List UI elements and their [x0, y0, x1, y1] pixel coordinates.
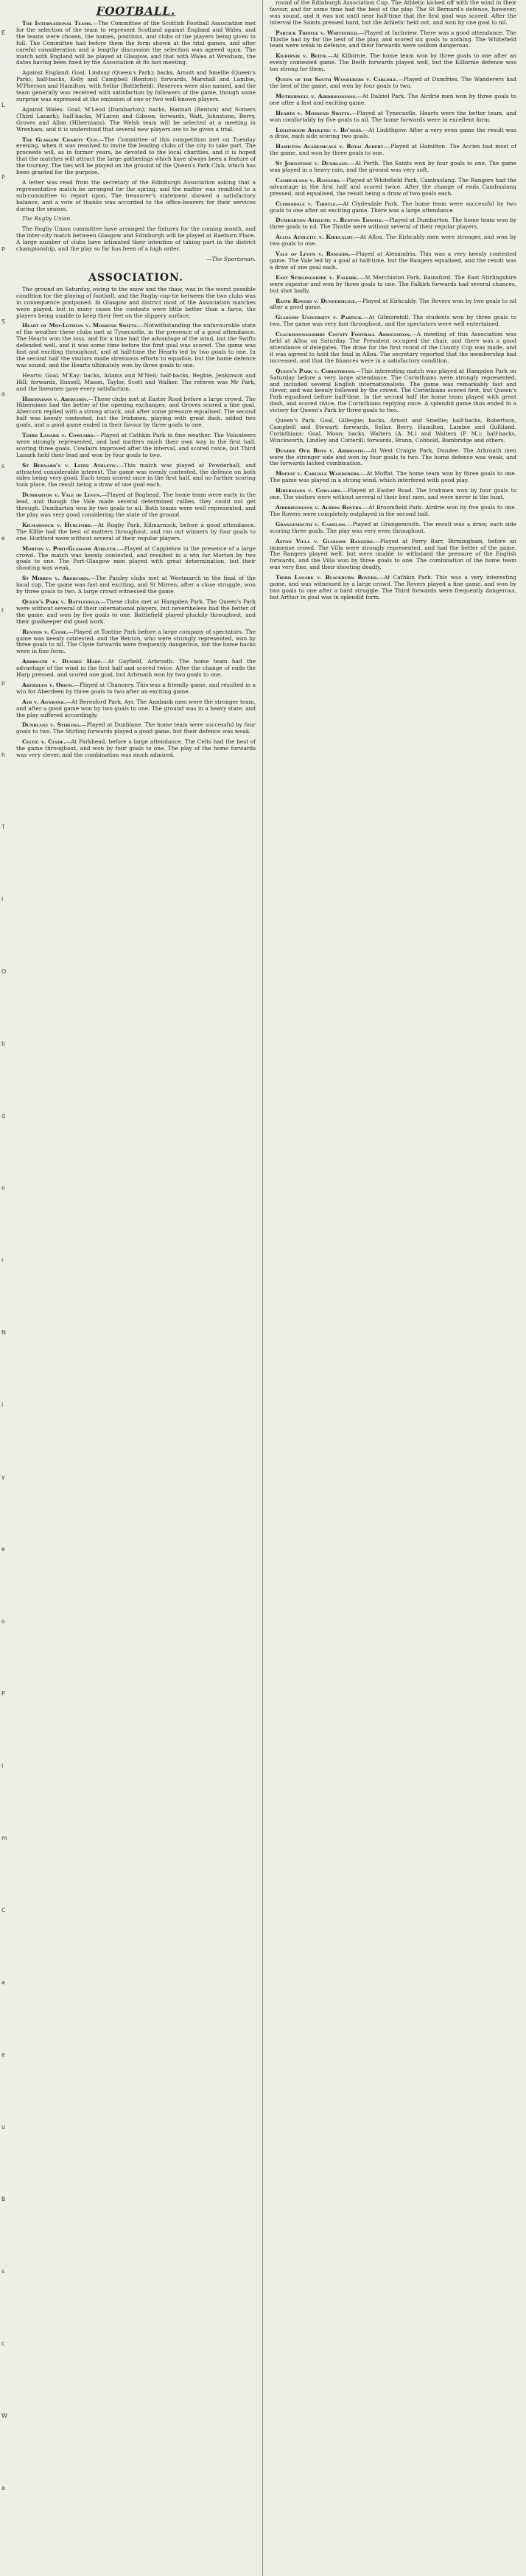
paragraph-lead: St Mirren v. Abercorn. [22, 575, 91, 582]
paragraph-text: Queen's Park: Goal, Gillespie; backs, Arnott and Smellie; half-backs, Robertson, Campbell and Stewart; forwards, Sellar, Berry, Hamilton, Lambie and Gulliland. Corinthians: Goal, Moon; backs, Walters (A. M.) and Walters (P. M.); half-backs, Winckworth, Lindley and Cotterill; forwards, Brann, Cobbold, Bambridge and others. [270, 417, 516, 444]
article-paragraph [270, 315, 516, 328]
article-paragraph [270, 127, 516, 141]
paragraph-lead: Hearts v. Mossend Swifts. [276, 109, 351, 116]
paragraph-text: —At Linlithgow. After a very even game the result was a draw, each side scoring two goals. [270, 126, 516, 140]
paragraph-lead: Third Lanark v. Blackburn Rovers. [276, 574, 379, 581]
article-paragraph [16, 216, 256, 223]
article-paragraph [16, 492, 256, 519]
paragraph-text: —The Committee of the Scottish Football Association met for the selection of the team to represent Scotland against England and Wales, and the teams were chosen, the names, positions, and clubs of the players being given in full. The Committee had before them the form shown at the trial games, and after careful consideration and a lengthy discussion the selection was agreed upon. The match with England will be played at Glasgow, and that with Wales at Wrexham, the dates having been fixed by the Association at its last meeting. [16, 20, 256, 66]
margin-letter: T [1, 824, 5, 830]
article-paragraph [270, 505, 516, 518]
paragraph-lead: Linlithgow Athletic v. Bo'ness. [276, 126, 363, 133]
article-paragraph [16, 373, 256, 393]
paragraph-lead: Hamilton Academicals v. Royal Albert. [276, 143, 385, 150]
article-paragraph [270, 144, 516, 157]
article-paragraph [270, 53, 516, 73]
article-paragraph [16, 396, 256, 430]
paragraph-text: —These clubs met at Hampden Park. The Queen's Park were without several of their international players, but nevertheless had the better of the game, and won by five goals to one. Battlefield played pluckily throughout, and their goalkeeper did good work. [16, 598, 256, 625]
paragraph-text: —Played at Tontine Park before a large company of spectators. The game was keenly contested, and the Renton, who were strongly represented, won by three goals to nil. The Clyde forwards were frequently dangerous, but the home backs were in fine form. [16, 628, 256, 655]
paragraph-text: —Played at Dunblane. The home team were successful by four goals to two. The Stirling forwards played a good game, but their defence was weak. [16, 721, 256, 735]
margin-letter: d [1, 1113, 6, 1119]
paragraph-lead: Motherwell v. Airdrieonians. [276, 92, 357, 99]
paragraph-text: —At Perth. The Saints won by four goals to one. The game was played in a heavy rain, and the ground was very soft. [270, 160, 516, 174]
paragraph-lead: Heart of Mid-Lothian v. Mossend Swifts. [22, 322, 139, 329]
article-paragraph [270, 522, 516, 535]
article-paragraph [270, 539, 516, 572]
article-paragraph [270, 234, 516, 248]
paragraph-lead: Dumbarton v. Vale of Leven. [22, 491, 102, 499]
paragraph-lead: Airdrieonians v. Albion Rovers. [276, 504, 363, 511]
article-paragraph [16, 226, 256, 253]
paragraph-text: —At Kilbirnie. The home team won by three goals to one after an evenly contested game. The Beith forwards played well, but the Kilbirnie defence was too strong for them. [270, 52, 516, 73]
article-paragraph [16, 107, 256, 133]
paragraph-lead: Morton v. Port-Glasgow Athletic. [22, 545, 119, 552]
article-paragraph [270, 217, 516, 231]
paragraph-lead: St Bernard's v. Leith Athletic. [22, 461, 119, 469]
paragraph-lead: Queen of the South Wanderers v. Carlisle. [276, 76, 399, 83]
paragraph-text: —Played at Inchview. There was a good attendance. The Thistle had by far the best of the play, and scored six goals to nothing. The Whitefield team were weak in defence, and their forwards were seldom dangerous. [270, 29, 516, 49]
paragraph-lead: Hibernians v. Abercorn. [22, 395, 88, 402]
margin-letter: y [1, 1474, 5, 1480]
margin-letter: r [1, 1257, 4, 1264]
article-paragraph [16, 70, 256, 103]
article-paragraph [270, 0, 516, 27]
paragraph-text: —Played at Chanonry. This was a friendly game, and resulted in a win for Aberdeen by three goals to two after an exciting game. [16, 681, 256, 695]
margin-letter: S [1, 318, 6, 325]
article-paragraph [270, 77, 516, 90]
paragraph-text: —At Cathkin Park. This was a very interesting game, and was witnessed by a large crowd. The Rovers played a fine game, and won by two goals to one after a hard struggle. The Third forwards were frequently dangerous, but Arthur in goal was in splendid form. [270, 574, 516, 601]
paragraph-text: The Rugby Union committee have arranged the fixtures for the coming month, and the inter-city match between Glasgow and Edinburgh will be played at Raeburn Place. A large number of clubs have intimated their intention of taking part in the district championship, and the play so far has been of a high order. [16, 225, 256, 253]
article-paragraph [16, 323, 256, 368]
paragraph-text: Hearts: Goal, M'Kay; backs, Adams and M'Neil; half-backs, Begbie, Jenkinson and Hill; forwards, Russell, Mason, Taylor, Scott and Walker. The referee was Mr Park, and the linesmen gave every satisfaction. [16, 371, 256, 392]
paragraph-text: Against England: Goal, Lindsay (Queen's Park); backs, Arnott and Smellie (Queen's Park); half-backs, Kelly and Campbell (Renton); forwards, Marshall and Lambie, M'Pherson and Hamilton, with Sellar (Battlefield). Reserves were also named, and the team generally was received with satisfaction by followers of the game, though some surprise was expressed at the omission of one or two well-known players. [16, 69, 256, 102]
paragraph-text: —At Clydesdale Park. The home team were successful by two goals to one after an exciting game. There was a large attendance. [270, 200, 517, 214]
margin-letter: e [1, 1546, 5, 1553]
article-paragraph [16, 739, 256, 759]
article-paragraph [16, 575, 256, 595]
margin-letter: e [1, 535, 5, 542]
paragraph-text: —The Paisley clubs met at Westmarch in the final of the local cup. The game was fast and exciting, and St Mirren, after a close struggle, won by three goals to two. A large crowd witnessed the game. [16, 575, 256, 595]
paragraph-lead: Kilmarnock v. Hurlford. [22, 521, 93, 528]
paragraph-lead: Clackmannanshire County Football Association. [276, 331, 412, 338]
margin-letter: P [1, 246, 5, 253]
article-paragraph [16, 256, 256, 263]
paragraph-text: The ground on Saturday, owing to the snow and the thaw, was in the worst possible condition for the playing of football, and the Rugby cup-tie between the two clubs was in consequence postponed. In Glasgow and district most of the Association matches were played, but in many cases the contests were little better than a farce, the players being unable to keep their feet on the slippery surface. [16, 285, 256, 319]
margin-letter: u [1, 2124, 6, 2130]
paragraph-text: —This match was played at Powderhall, and attracted considerable interest. The game was evenly contested, the defence on both sides being very good. Each team scored once in the first half, and no further scoring took place, the result being a draw of one goal each. [16, 461, 256, 489]
paragraph-text: —A meeting of this Association was held at Alloa on Saturday. The President occupied the chair, and there was a good attendance of delegates. The draw for the first round of the County Cup was made, and it was agreed to hold the final in Alloa. The secretary reported that the membership had increased, and that the finances were in a satisfactory condition. [270, 331, 516, 364]
paragraph-text: The Rugby Union. [22, 215, 72, 223]
margin-letter: m [1, 1835, 7, 1841]
paragraph-text: Against Wales: Goal, M'Leod (Dumbarton); backs, Hannah (Renton) and Somers (Third Lanark); half-backs, M'Laren and Gibson; forwards, Watt, Johnstone, Berry, Groves and Allan (Hibernians). The Welsh team will be selected at a meeting in Wrexham, and it is understood that several new players are to be given a trial. [16, 105, 256, 133]
margin-letter: p [1, 679, 6, 686]
paragraph-lead: Hibernians v. Cowlairs. [276, 487, 343, 494]
paragraph-text: —These clubs met at Easter Road before a large crowd. The Hibernians had the better of the opening exchanges, and Groves scored a fine goal. Abercorn replied with a strong attack, and after some pressure equalised. The second half was keenly contested, but the Irishmen, playing with great dash, added two goals, and a good game ended in their favour by three goals to one. [16, 395, 256, 429]
margin-letter: c [1, 2340, 5, 2347]
paragraph-text: —At Gilmorehill. The students won by three goals to two. The game was very fast throughout, and the spectators were well entertained. [270, 314, 516, 328]
article-paragraph [270, 111, 516, 124]
paragraph-text: —Played at Perry Barr, Birmingham, before an immense crowd. The Villa were strongly represented, and had the better of the game. The Rangers played well, but were unable to withstand the pressure of the English forwards, and the Villa won by three goals to one. The combination of the home team was very fine, and their shooting deadly. [270, 537, 516, 571]
article-paragraph [270, 471, 516, 484]
article-paragraph [270, 368, 516, 414]
paragraph-lead: Cambuslang v. Rangers. [276, 176, 341, 183]
paragraph-text: —Played at Grangemouth. The result was a draw, each side scoring three goals. The play was very even throughout. [270, 520, 516, 534]
article-paragraph [16, 699, 256, 719]
paragraph-text: —Played at Tynecastle. Hearts were the better team, and won comfortably by five goals to nil. The home forwards were in excellent form. [270, 109, 517, 123]
paragraph-lead: Vale of Leven v. Rangers. [276, 251, 351, 258]
margin-letter: I [1, 1763, 4, 1769]
margin-letter: a [1, 391, 5, 397]
paragraph-text: —This interesting match was played at Hampden Park on Saturday before a very large attendance. The Corinthians were strongly represented, and included several English internationalists. The game was remarkably fast and clever, and was keenly followed by the crowd. The Corinthians scored first, but Queen's Park equalised before half-time. In the second half the home team played with great dash, and scored twice, the Corinthians replying once. A splendid game thus ended in a victory for Queen's Park by three goals to two. [270, 367, 516, 414]
paragraph-lead: Queen's Park v. Battlefield. [22, 598, 101, 605]
paragraph-lead: Queen's Park v. Corinthians. [276, 367, 356, 374]
article-paragraph [16, 546, 256, 573]
article-paragraph [16, 137, 256, 176]
paragraph-text: round of the Edinburgh Association Cup. The Athletic kicked off with the wind in their favour, and for some time had the best of the play. The St Bernard's defence, however, was sound, and it was not until near half-time that the first goal was scored. After the interval the Saints pressed hard, but the Athletic held out, and won by one goal to nil. [270, 0, 516, 26]
paragraph-lead: East Stirlingshire v. Falkirk. [276, 273, 360, 281]
paragraph-lead: Dumbarton Athletic v. Renton Thistle. [276, 217, 384, 224]
margin-letter: s [1, 2268, 5, 2275]
article-paragraph [16, 463, 256, 489]
article-paragraph [16, 599, 256, 626]
article-paragraph [270, 201, 516, 214]
margin-letter: B [1, 2196, 6, 2202]
paragraph-text: —At Broomfield Park. Airdrie won by five goals to one. The Rovers were completely outplayed in the second half. [270, 504, 516, 517]
paragraph-lead: Kilbirnie v. Beith. [276, 52, 328, 60]
paragraph-lead: Celtic v. Clyde. [22, 738, 66, 746]
margin-letter: P [1, 174, 5, 181]
article-paragraph [270, 251, 516, 271]
margin-letter: i [1, 1401, 4, 1408]
paragraph-lead: Dundee Our Boys v. Arbroath. [276, 447, 365, 454]
margin-letter: L [1, 102, 5, 108]
margin-letter: l [1, 896, 4, 903]
paragraph-lead: Third Lanark v. Cowlairs. [22, 432, 96, 439]
paragraph-lead: Raith Rovers v. Dunfermline. [276, 297, 357, 304]
margin-letter: n [1, 1185, 6, 1191]
paragraph-text: —Played at Boghead. The home team were early in the lead, and though the Vale made several determined rallies, they could not get through. Dumbarton won by two goals to nil. Both teams were well represented, and the play was very good considering the state of the ground. [16, 491, 256, 518]
article-paragraph [270, 161, 516, 174]
article-paragraph [270, 178, 516, 197]
margin-letter: E [1, 29, 6, 36]
article-paragraph [270, 94, 516, 107]
article-paragraph [270, 418, 516, 444]
paragraph-text: —At West Craigie Park, Dundee. The Arbroath men were the stronger side and won by four goals to two. The home defence was weak, and the forwards lacked combination. [270, 447, 516, 467]
article-paragraph [270, 575, 516, 601]
paragraph-lead: Glasgow University v. Partick. [276, 314, 363, 321]
column-divider [262, 0, 263, 2576]
article-paragraph [16, 287, 256, 320]
margin-letter: a [1, 2485, 5, 2491]
paragraph-lead: Dunblane v. Stirling. [22, 721, 82, 729]
article-paragraph [270, 488, 516, 501]
paragraph-lead: Renton v. Clyde. [22, 628, 69, 635]
right-column [267, 0, 521, 2576]
margin-letter: s [1, 463, 5, 469]
paragraph-text: —Played at Kirkcaldy. The Rovers won by two goals to nil after a good game. [270, 297, 517, 311]
paragraph-lead: Moffat v. Carlisle Wanderers. [276, 470, 361, 477]
paragraph-text: —Played at Whitefield Park, Cambuslang. The Rangers had the advantage in the first half and scored twice. After the change of ends Cambuslang pressed, and equalised, the result being a draw of two goals each. [270, 176, 517, 197]
paragraph-text: —Played at Hamilton. The Accies had most of the game, and won by three goals to one. [270, 143, 516, 157]
paragraph-text: —Notwithstanding the unfavourable state of the weather these clubs met at Tynecastle, in the presence of a good attendance. The Hearts won the toss, and for a time had the advantage of the wind, but the Swifts defended well, and it was some time before the first goal was scored. The game was fast and exciting throughout, and at half-time the Hearts led by two goals to one. In the second half the visitors made strenuous efforts to equalise, but the home defence was sound, and the Hearts ultimately won by three goals to one. [16, 322, 256, 368]
paragraph-text: —At Gayfield, Arbroath. The home team had the advantage of the wind in the first half and scored twice. After the change of ends the Harp pressed, and scored one goal, but Arbroath won by two goals to one. [16, 658, 256, 679]
margin-letter: a [1, 1979, 5, 1986]
article-paragraph [270, 30, 516, 50]
paragraph-text: —Played at Cappielow in the presence of a large crowd. The match was keenly contested, and resulted in a win for Morton by two goals to one. The Port-Glasgow men played with great determination, but their shooting was weak. [16, 545, 256, 572]
left-column-body [16, 21, 256, 759]
paragraph-text: —At Merchiston Park, Bainsford. The East Stirlingshire were superior and won by three goals to one. The Falkirk forwards had several chances, but shot badly. [270, 273, 516, 294]
paragraph-lead: Ayr v. Annbank. [22, 698, 66, 705]
paragraph-text: A letter was read from the secretary of the Edinburgh Association asking that a representative match be arranged for the spring, and the matter was remitted to a sub-committee to report upon. The treasurer's statement showed a satisfactory balance, and a vote of thanks was accorded to the office-bearers for their services during the season. [16, 178, 256, 212]
paragraph-lead: The Glasgow Charity Cup. [22, 136, 99, 143]
article-paragraph [16, 522, 256, 542]
association-heading: ASSOCIATION. [88, 271, 183, 284]
paragraph-lead: The International Teams. [22, 20, 93, 27]
article-paragraph [16, 629, 256, 656]
paragraph-text: —Played at Cathkin Park in fine weather. The Volunteers were strongly represented, and had matters much their own way in the first half, scoring three goals. Cowlairs improved after the interval, and scored twice, but Third Lanark held their lead and won by four goals to two. [16, 432, 256, 458]
margin-letter: e [1, 2051, 5, 2058]
article-paragraph [16, 21, 256, 66]
paragraph-text: —Played at Easter Road. The Irishmen won by four goals to one. The visitors were without several of their best men, and were never in the hunt. [270, 487, 516, 501]
paragraph-lead: Grangemouth v. Camelon. [276, 520, 347, 528]
football-heading: FOOTBALL. [96, 4, 176, 18]
paragraph-text: —At Parkhead, before a large attendance. The Celts had the best of the game throughout, and won by four goals to one. The play of the home forwards was very clever, and the combination was much admired. [16, 738, 256, 759]
article-paragraph [270, 275, 516, 295]
margin-letter: P [1, 1690, 5, 1697]
paragraph-lead: St Johnstone v. Dunblane. [276, 160, 350, 167]
paragraph-text: —At Rugby Park, Kilmarnock, before a good attendance. The Killie had the best of matters throughout, and ran out winners by four goals to one. Hurlford were without several of their regular players. [16, 521, 256, 542]
left-column [4, 0, 259, 2576]
margin-letter: o [1, 1618, 5, 1625]
margin-letter: h [1, 752, 6, 758]
margin-letter: C [1, 1907, 6, 1914]
margin-letter: t [1, 607, 4, 614]
article-paragraph [16, 433, 256, 459]
paragraph-lead: Arbroath v. Dundee Harp. [22, 658, 103, 665]
margin-letter: W [1, 2412, 7, 2419]
article-paragraph [16, 659, 256, 679]
paragraph-text: —At Beresford Park, Ayr. The Annbank men were the stronger team, and after a good game won by two goals to one. The ground was in a heavy state, and the play suffered accordingly. [16, 698, 256, 718]
paragraph-text: —The Sportsman. [206, 256, 256, 262]
article-paragraph [270, 298, 516, 312]
paragraph-lead: Aston Villa v. Glasgow Rangers. [276, 537, 375, 545]
margin-letter: O [1, 968, 7, 975]
article-paragraph [16, 722, 256, 735]
paragraph-lead: Alloa Athletic v. Kirkcaldy. [276, 234, 355, 241]
article-paragraph [16, 180, 256, 213]
paragraph-text: —The Committee of this competition met on Tuesday evening, when it was resolved to invite the leading clubs of the city to take part. The proceeds will, as in former years, be devoted to the local charities, and it is hoped that the matches will attract the large gatherings which have always been a feature of the tourney. The ties will be played on the ground of the Queen's Park Club, which has been granted for the purpose. [16, 136, 256, 176]
article-paragraph [16, 682, 256, 696]
right-column-body [270, 0, 516, 601]
article-paragraph [270, 448, 516, 468]
margin-letter: b [1, 1040, 6, 1047]
paragraph-text: —Played at Dumbarton. The home team won by three goals to nil. The Thistle were without several of their regular players. [270, 217, 516, 231]
paragraph-text: —At Dalziel Park. The Airdrie men won by three goals to one after a fast and exciting game. [270, 92, 516, 106]
paragraph-lead: Clydesdale v. Thistle. [276, 200, 338, 207]
margin-letter: N [1, 1329, 6, 1336]
paragraph-lead: Aberdeen v. Orion. [22, 681, 74, 688]
paragraph-text: —Played at Dumfries. The Wanderers had the best of the game, and won by four goals to two. [270, 76, 517, 89]
article-paragraph [270, 332, 516, 365]
paragraph-lead: Partick Thistle v. Whitefield. [276, 29, 360, 36]
paragraph-text: —At Moffat. The home team won by three goals to one. The game was played in a strong wind, which interfered with good play. [270, 470, 516, 484]
paragraph-text: —At Alloa. The Kirkcaldy men were stronger, and won by two goals to one. [270, 234, 516, 248]
paragraph-text: —Played at Alexandria. This was a very keenly contested game. The Vale led by a goal at half-time, but the Rangers equalised, and the result was a draw of one goal each. [270, 251, 516, 270]
